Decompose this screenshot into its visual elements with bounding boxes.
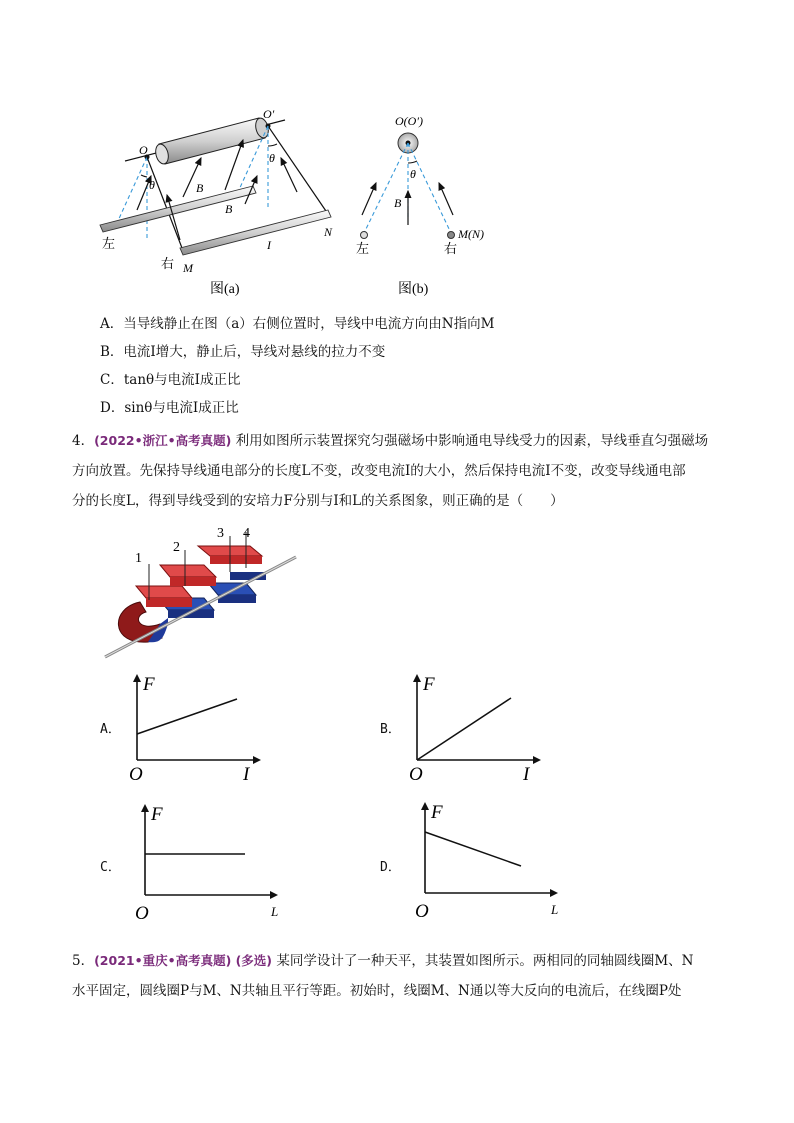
question-tag: (多选) [235,953,273,968]
y-axis-label: F [143,674,155,695]
lead-label-1: 1 [135,551,142,566]
figure-a-caption: 图(a) [210,282,240,297]
graph-c-label[interactable]: C． [100,860,121,875]
x-axis-label: L [271,904,279,919]
label-right: 右 [161,256,175,271]
question-text: 分的长度L，得到导线受到的安培力F分别与I和L的关系图象，则正确的是（ ） [72,493,564,509]
option-text: 当导线静止在图（a）右侧位置时，导线中电流方向由N指向M [123,316,495,332]
figure-b [350,105,510,300]
label-b: B [394,196,402,210]
graph-b-label[interactable]: B． [380,722,401,737]
y-axis-label: F [423,674,435,695]
option-text: tanθ与电流I成正比 [123,372,241,388]
label-n: N [324,225,333,239]
q4-line-2 [72,456,686,486]
question-source: (2022•浙江•高考真题) [94,433,232,448]
option-letter: A． [100,316,124,332]
x-axis-label: L [551,902,559,917]
x-axis-label: I [243,764,250,785]
origin-label: O [409,764,423,785]
option-letter: D． [100,400,125,416]
label-left: 左 [356,241,370,256]
q3-option-d[interactable] [100,396,239,416]
graph-b[interactable] [405,670,545,785]
label-theta: θ [410,167,416,181]
q3-option-a[interactable] [100,312,494,332]
graph-a-label[interactable]: A． [100,722,121,737]
cylinder [154,117,270,165]
question-number: 4． [72,433,95,449]
label-theta: θ [269,151,275,165]
lead-label-4: 4 [243,526,250,541]
label-b: B [225,202,233,216]
graph-d-label[interactable]: D． [380,860,401,875]
question-number: 5． [72,953,95,969]
origin-label: O [135,903,149,924]
label-theta: θ [149,178,155,192]
label-right: 右 [444,241,458,256]
lead-label-2: 2 [173,540,180,555]
figure-b-caption: 图(b) [398,282,429,297]
graph-d[interactable] [405,798,565,923]
y-axis-label: F [431,802,443,823]
option-letter: B． [100,344,124,360]
label-m-n: M(N) [458,227,484,241]
lead-label-3: 3 [217,526,224,541]
question-text: 水平固定，圆线圈P与M、N共轴且平行等距。初始时，线圈M、N通以等大反向的电流后，在线圈P处 [72,983,682,999]
magnet-apparatus [100,520,300,665]
y-axis-label: F [151,804,163,825]
q3-option-c[interactable] [100,368,240,388]
question-text: 利用如图所示装置探究匀强磁场中影响通电导线受力的因素，导线垂直匀强磁场 [235,433,709,449]
label-o: O [139,143,148,157]
label-i: I [267,238,271,252]
q5-line-2 [72,976,681,1006]
x-axis-label: I [523,764,530,785]
label-left: 左 [102,236,116,251]
q4-line-1 [72,426,708,456]
label-b: B [196,181,204,195]
option-text: sinθ与电流I成正比 [124,400,239,416]
graph-a[interactable] [125,670,265,785]
label-o-o-prime: O(O′) [395,114,423,128]
wire-mn [180,210,331,255]
origin-label: O [415,901,429,922]
label-m: M [183,261,193,275]
q5-line-1 [72,946,693,976]
option-text: 电流I增大，静止后，导线对悬线的拉力不变 [123,344,386,360]
figure-a [95,100,345,300]
q3-option-b[interactable] [100,340,385,360]
option-letter: C． [100,372,124,388]
question-text: 某同学设计了一种天平，其装置如图所示。两相同的同轴圆线圈M、N [276,953,694,969]
origin-label: O [129,764,143,785]
question-text: 方向放置。先保持导线通电部分的长度L不变，改变电流I的大小，然后保持电流I不变，改变导线通电部 [72,463,686,479]
q4-line-3 [72,486,564,516]
label-o-prime: O′ [263,107,275,121]
question-source: (2021•重庆•高考真题) [94,953,232,968]
graph-c[interactable] [125,800,285,925]
